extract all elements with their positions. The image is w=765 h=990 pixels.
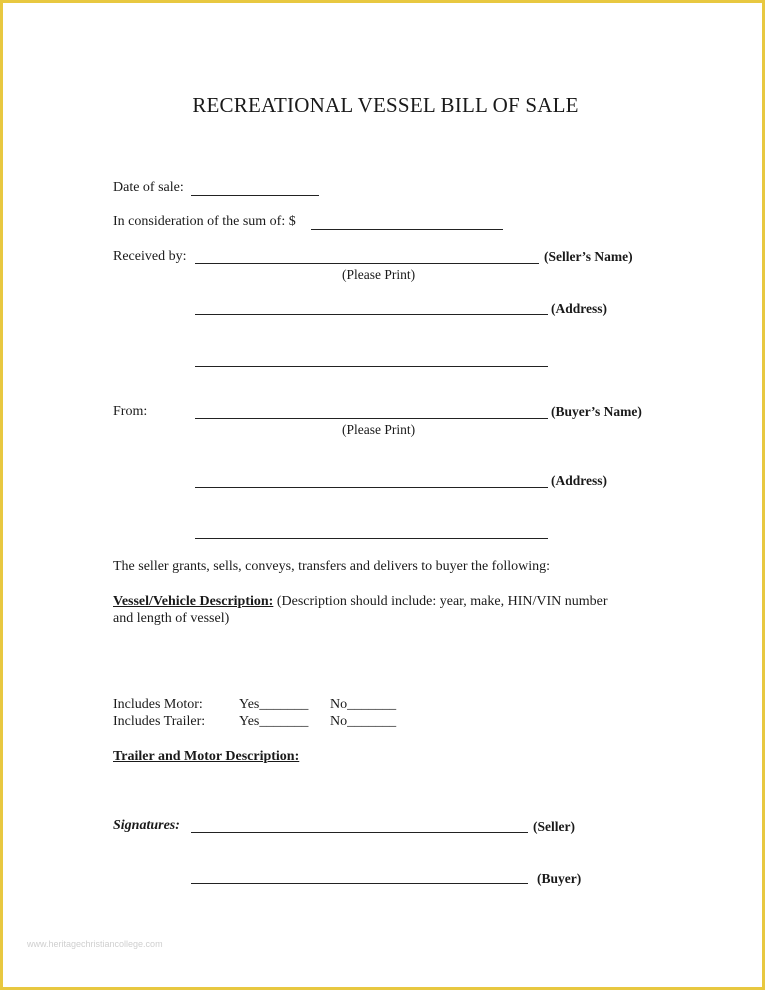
seller-signature-field[interactable] [191, 832, 528, 833]
includes-trailer-yes[interactable]: Yes_______ [239, 714, 309, 729]
buyer-signature-field[interactable] [191, 883, 528, 884]
seller-address-label: (Address) [551, 301, 608, 316]
seller-signature-label: (Seller) [533, 819, 575, 834]
includes-trailer-no[interactable]: No_______ [330, 714, 397, 729]
please-print-note-seller: (Please Print) [342, 267, 416, 282]
vessel-description-line-1 [113, 594, 608, 610]
consideration-amount-field[interactable] [311, 229, 503, 230]
from-label: From: [113, 404, 148, 419]
date-of-sale-label: Date of sale: [113, 180, 184, 195]
buyer-address-label: (Address) [551, 473, 608, 488]
buyer-name-field[interactable] [195, 418, 548, 419]
please-print-note-buyer: (Please Print) [342, 422, 416, 437]
includes-trailer-label: Includes Trailer: [113, 714, 206, 729]
includes-motor-yes[interactable]: Yes_______ [239, 697, 309, 712]
seller-address-field-2[interactable] [195, 366, 548, 367]
buyer-address-field-2[interactable] [195, 538, 548, 539]
document-title: RECREATIONAL VESSEL BILL OF SALE [192, 93, 579, 117]
trailer-motor-description-heading: Trailer and Motor Description: [113, 749, 300, 764]
grant-statement: The seller grants, sells, conveys, transfers and delivers to buyer the following: [113, 559, 550, 574]
document-page [3, 3, 762, 987]
seller-address-field-1[interactable] [195, 314, 548, 315]
received-by-label: Received by: [113, 249, 187, 264]
buyer-address-field-1[interactable] [195, 487, 548, 488]
buyer-signature-label: (Buyer) [537, 871, 582, 886]
date-of-sale-field[interactable] [191, 195, 319, 196]
consideration-label: In consideration of the sum of: $ [113, 214, 296, 229]
vessel-description-note: (Description should include: year, make, HIN/VIN number [273, 594, 608, 609]
includes-motor-label: Includes Motor: [113, 697, 203, 712]
seller-name-label: (Seller’s Name) [544, 249, 633, 264]
includes-motor-no[interactable]: No_______ [330, 697, 397, 712]
watermark-text: www.heritagechristiancollege.com [27, 939, 163, 949]
vessel-description-note-continued: and length of vessel) [113, 611, 230, 626]
seller-name-field[interactable] [195, 263, 539, 264]
buyer-name-label: (Buyer’s Name) [551, 404, 642, 419]
vessel-description-heading: Vessel/Vehicle Description: [113, 594, 274, 609]
signatures-label: Signatures: [113, 818, 180, 833]
